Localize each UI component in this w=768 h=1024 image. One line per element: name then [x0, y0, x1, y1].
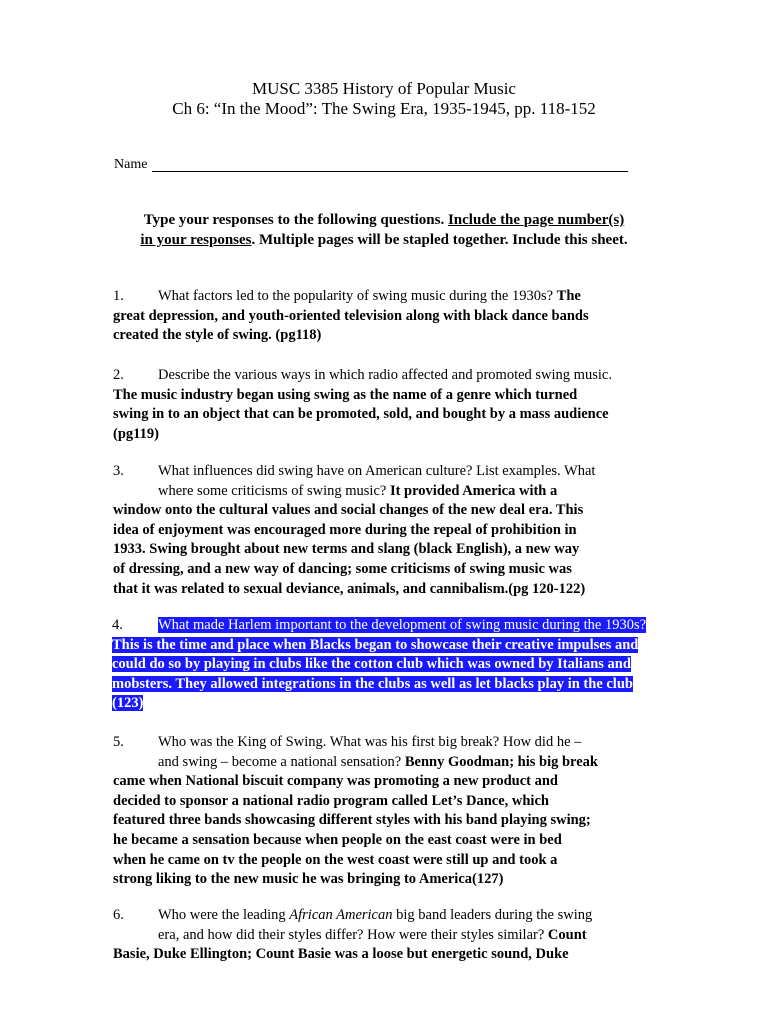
instructions — [100, 210, 668, 250]
answer-text: Benny Goodman; his big break — [404, 753, 598, 770]
question-number: 6. — [113, 907, 124, 923]
answer-text: came when National biscuit company was promoting a new product and — [113, 773, 558, 790]
question-3 — [113, 462, 713, 599]
answer-text: strong liking to the new music he was bringing to America(127) — [113, 871, 504, 888]
instructions-part3: . Multiple pages will be stapled together. Include this sheet. — [251, 232, 628, 248]
question-number: 3. — [113, 463, 124, 479]
question-text: where some criticisms of swing music? — [158, 482, 387, 499]
answer-text: idea of enjoyment was encouraged more during the repeal of prohibition in — [113, 521, 577, 538]
answer-text: (pg119) — [113, 425, 159, 442]
answer-text: It provided America with a — [389, 482, 558, 499]
question-5 — [113, 733, 713, 890]
answer-text: could do so by playing in clubs like the cotton club which was owned by Italians and — [112, 656, 631, 673]
instructions-underlined-b: in your responses — [140, 232, 252, 248]
chapter-title: Ch 6: “In the Mood”: The Swing Era, 1935-1945, pp. 118-152 — [172, 99, 596, 118]
name-label: Name — [114, 157, 148, 172]
answer-text: decided to sponsor a national radio program called Let’s Dance, which — [113, 792, 549, 809]
instructions-part1: Type your responses to the following questions. — [143, 212, 448, 228]
question-number: 5. — [113, 734, 124, 750]
answer-text: Basie, Duke Ellington; Count Basie was a loose but energetic sound, Duke — [113, 946, 569, 963]
answer-text: The — [556, 288, 581, 304]
question-text: What factors led to the popularity of swing music during the 1930s? — [158, 288, 554, 304]
answer-text: swing in to an object that can be promoted, sold, and bought by a mass audience — [113, 406, 609, 423]
answer-text: mobsters. They allowed integrations in the clubs as well as let blacks play in the club — [112, 675, 633, 692]
question-number: 4. — [112, 617, 123, 633]
question-text: What influences did swing have on American culture? List examples. What — [158, 463, 596, 479]
answer-text: great depression, and youth-oriented television along with black dance bands — [113, 307, 589, 324]
answer-text: he became a sensation because when people on the east coast were in bed — [113, 831, 562, 848]
answer-text: when he came on tv the people on the west coast were still up and took a — [113, 851, 558, 868]
answer-text: created the style of swing. (pg118) — [113, 327, 322, 344]
name-blank-line — [152, 171, 628, 172]
question-text-emphasis: African American — [289, 907, 393, 923]
question-text: era, and how did their styles differ? How were their styles similar? — [158, 926, 545, 943]
instructions-underlined-a: Include the page number(s) — [447, 212, 625, 228]
question-number: 2. — [113, 367, 124, 383]
answer-text: Count — [547, 926, 587, 943]
answer-text: featured three bands showcasing different styles with his band playing swing; — [113, 812, 591, 829]
question-text: big band leaders during the swing — [392, 907, 593, 923]
question-text: Describe the various ways in which radio affected and promoted swing music. — [158, 367, 612, 383]
answer-text: of dressing, and a new way of dancing; some criticisms of swing music was — [113, 560, 572, 577]
question-2 — [113, 366, 713, 444]
answer-text: This is the time and place when Blacks began to showcase their creative impulses and — [112, 636, 639, 653]
answer-text: The music industry began using swing as the name of a genre which turned — [113, 386, 578, 403]
answer-text: that it was related to sexual deviance, animals, and cannibalism.(pg 120-122) — [113, 580, 586, 597]
answer-text: (123) — [112, 695, 144, 712]
question-1 — [113, 287, 713, 346]
question-6 — [113, 906, 713, 965]
question-number: 1. — [113, 288, 124, 304]
question-text: Who were the leading — [158, 907, 290, 923]
question-text: Who was the King of Swing. What was his first big break? How did he – — [158, 734, 582, 750]
answer-text: window onto the cultural values and social changes of the new deal era. This — [113, 502, 584, 519]
question-text: and swing – become a national sensation? — [158, 753, 402, 770]
question-text: What made Harlem important to the development of swing music during the 1930s? — [158, 617, 647, 633]
question-4 — [112, 616, 710, 714]
answer-text: 1933. Swing brought about new terms and slang (black English), a new way — [113, 541, 580, 558]
course-title: MUSC 3385 History of Popular Music — [252, 79, 516, 98]
